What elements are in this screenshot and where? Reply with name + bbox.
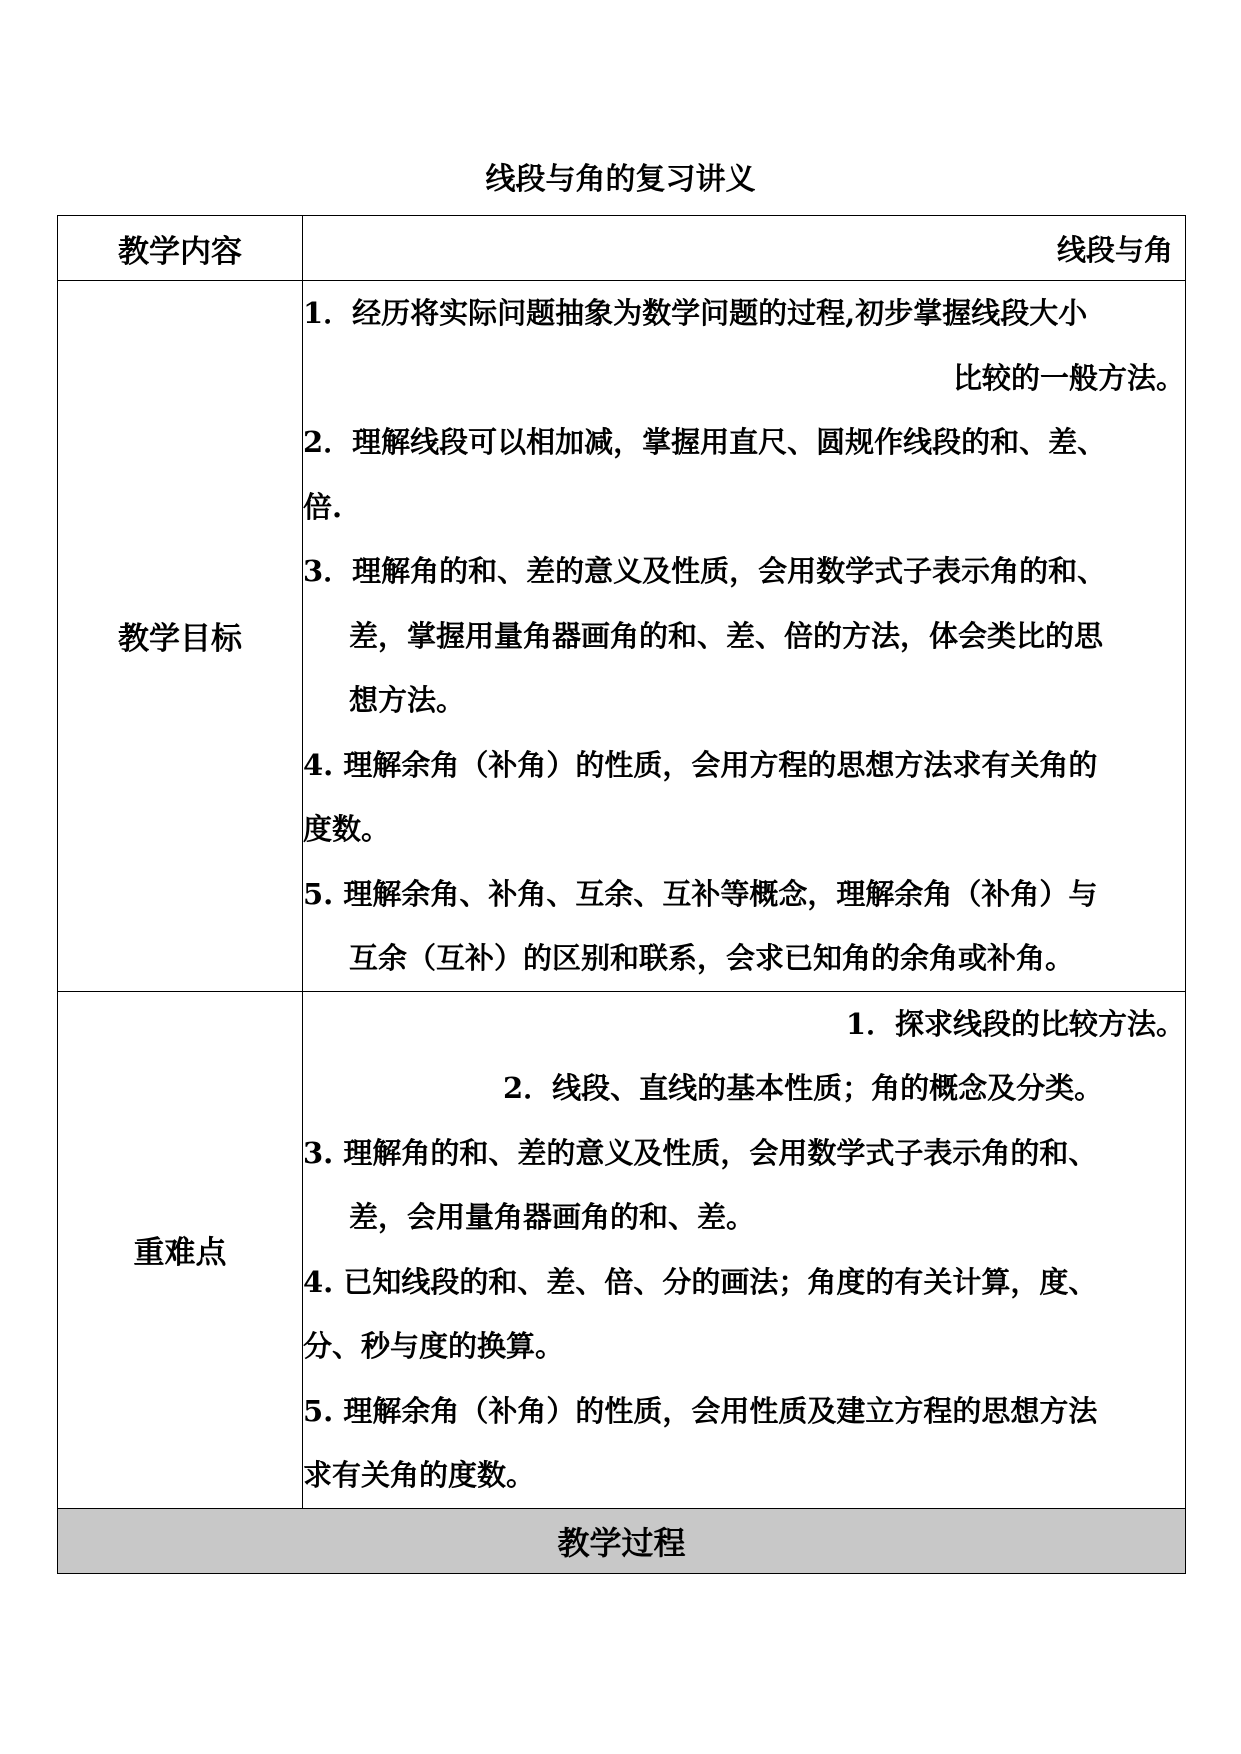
objective-line: 度数。 bbox=[303, 812, 391, 846]
key-point-line: 1．探求线段的比较方法。 bbox=[845, 1006, 1185, 1041]
objective-line: 4. 理解余角（补角）的性质，会用方程的思想方法求有关角的 bbox=[303, 747, 1098, 782]
key-points-row bbox=[58, 991, 1186, 1508]
key-point-line: 4. 已知线段的和、差、倍、分的画法；角度的有关计算，度、 bbox=[303, 1264, 1098, 1299]
objective-line: 比较的一般方法。 bbox=[952, 360, 1185, 395]
lesson-table bbox=[57, 215, 1186, 1574]
objective-line: 2．理解线段可以相加减，掌握用直尺、圆规作线段的和、差、 bbox=[303, 425, 1107, 459]
document-title: 线段与角的复习讲义 bbox=[485, 162, 756, 197]
key-point-line: 2．线段、直线的基本性质；角的概念及分类。 bbox=[503, 1071, 1104, 1105]
objective-line: 3．理解角的和、差的意义及性质，会用数学式子表示角的和、 bbox=[303, 554, 1107, 588]
key-points-label: 重难点 bbox=[58, 991, 303, 1508]
key-points-list bbox=[303, 991, 1186, 1508]
key-point-line: 分、秒与度的换算。 bbox=[303, 1329, 565, 1363]
teaching-content-label: 教学内容 bbox=[58, 216, 303, 281]
objective-line: 1．经历将实际问题抽象为数学问题的过程,初步掌握线段大小 bbox=[303, 296, 1088, 330]
teaching-content-value: 线段与角 bbox=[303, 216, 1186, 281]
teaching-process-header: 教学过程 bbox=[58, 1508, 1186, 1573]
objective-line: 倍. bbox=[303, 489, 343, 524]
teaching-objectives-label: 教学目标 bbox=[58, 281, 303, 992]
objective-line: 差，掌握用量角器画角的和、差、倍的方法，体会类比的思 bbox=[349, 618, 1104, 653]
key-point-line: 差，会用量角器画角的和、差。 bbox=[349, 1200, 756, 1234]
teaching-content-row bbox=[58, 216, 1186, 281]
key-point-line: 5. 理解余角（补角）的性质，会用性质及建立方程的思想方法 bbox=[303, 1393, 1098, 1428]
teaching-process-row bbox=[58, 1508, 1186, 1573]
key-point-line: 求有关角的度数。 bbox=[303, 1458, 536, 1492]
key-point-line: 3. 理解角的和、差的意义及性质，会用数学式子表示角的和、 bbox=[303, 1135, 1098, 1170]
objective-line: 5. 理解余角、补角、互余、互补等概念，理解余角（补角）与 bbox=[303, 876, 1098, 911]
teaching-objectives-row bbox=[58, 281, 1186, 992]
objective-line: 互余（互补）的区别和联系，会求已知角的余角或补角。 bbox=[349, 941, 1075, 975]
objective-line: 想方法。 bbox=[349, 683, 466, 717]
teaching-objectives-list bbox=[303, 281, 1186, 992]
